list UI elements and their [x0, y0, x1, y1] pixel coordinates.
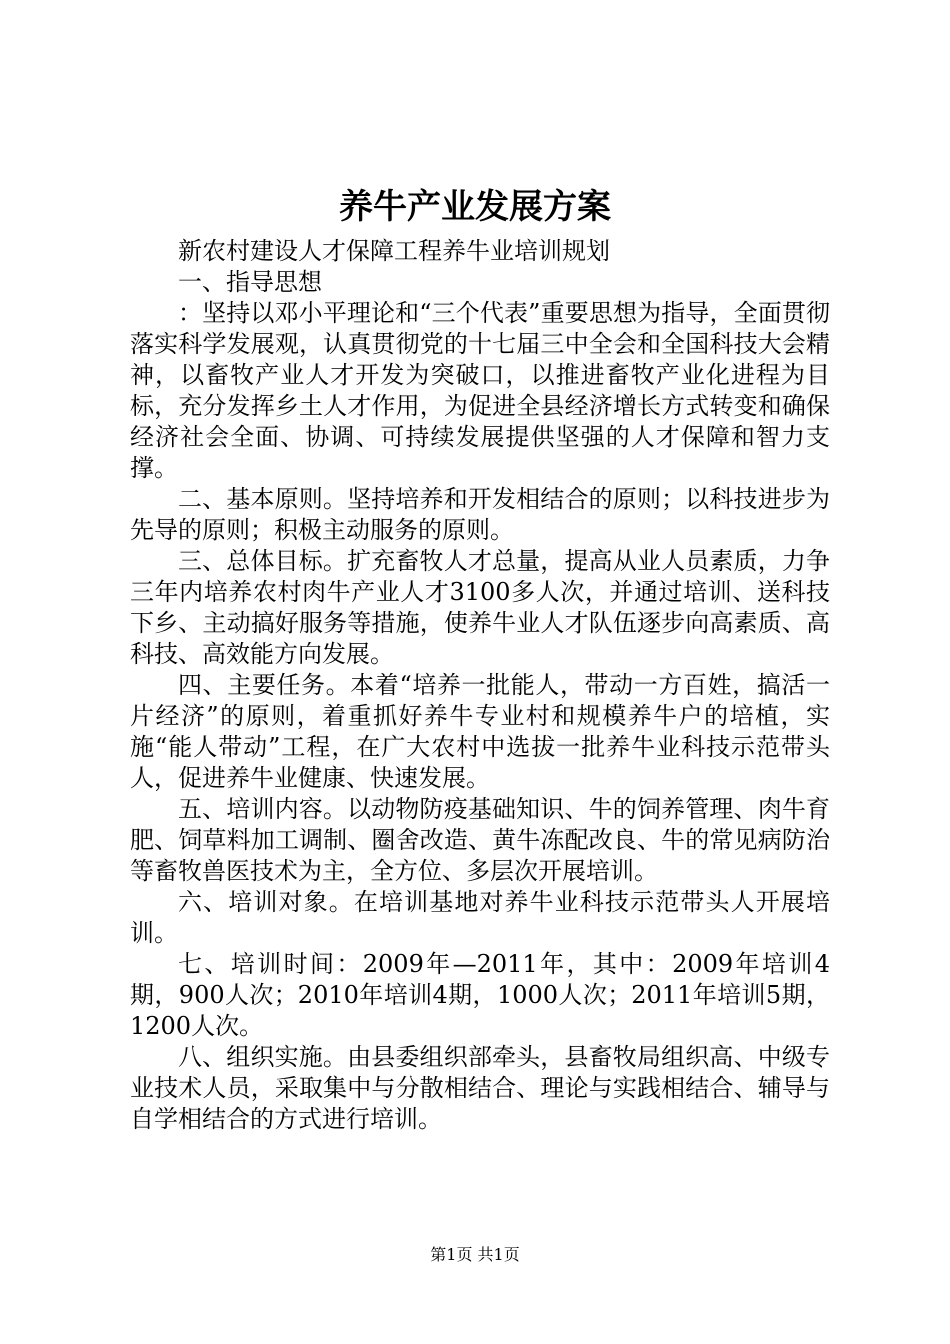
- paragraph-training-content: 五、培训内容。以动物防疫基础知识、牛的饲养管理、肉牛育肥、饲草料加工调制、圈舍改造、黄牛冻配改良、牛的常见病防治等畜牧兽医技术为主，全方位、多层次开展培训。: [130, 795, 830, 885]
- paragraph-overall-goals: 三、总体目标。扩充畜牧人才总量，提高从业人员素质，力争三年内培养农村肉牛产业人才3100多人次，并通过培训、送科技下乡、主动搞好服务等措施，使养牛业人才队伍逐步向高素质、高科技、高效能方向发展。: [130, 547, 830, 668]
- paragraph-basic-principles: 二、基本原则。坚持培养和开发相结合的原则；以科技进步为先导的原则；积极主动服务的原则。: [130, 485, 830, 544]
- page-footer: 第1页 共1页: [430, 1245, 520, 1264]
- paragraph-subtitle: 新农村建设人才保障工程养牛业培训规划: [178, 237, 610, 265]
- document-title: 养牛产业发展方案: [339, 187, 611, 227]
- paragraph-main-tasks: 四、主要任务。本着“培养一批能人，带动一方百姓，搞活一片经济”的原则，着重抓好养牛专业村和规模养牛户的培植，实施“能人带动”工程，在广大农村中选拔一批养牛业科技示范带头人，促进养牛业健康、快速发展。: [130, 671, 830, 792]
- paragraph-guiding-ideology: ：坚持以邓小平理论和“三个代表”重要思想为指导，全面贯彻落实科学发展观，认真贯彻党的十七届三中全会和全国科技大会精神，以畜牧产业人才开发为突破口，以推进畜牧产业化进程为目标，充分发挥乡土人才作用，为促进全县经济增长方式转变和确保经济社会全面、协调、可持续发展提供坚强的人才保障和智力支撑。: [130, 299, 830, 482]
- paragraph-training-target: 六、培训对象。在培训基地对养牛业科技示范带头人开展培训。: [130, 888, 830, 947]
- paragraph-section-1-heading: 一、指导思想: [178, 268, 322, 296]
- document-body: [130, 236, 830, 1135]
- paragraph-training-time: 七、培训时间：2009年—2011年，其中：2009年培训4期，900人次；2010年培训4期，1000人次；2011年培训5期，1200人次。: [130, 950, 830, 1040]
- paragraph-organization: 八、组织实施。由县委组织部牵头，县畜牧局组织高、中级专业技术人员，采取集中与分散相结合、理论与实践相结合、辅导与自学相结合的方式进行培训。: [130, 1043, 830, 1133]
